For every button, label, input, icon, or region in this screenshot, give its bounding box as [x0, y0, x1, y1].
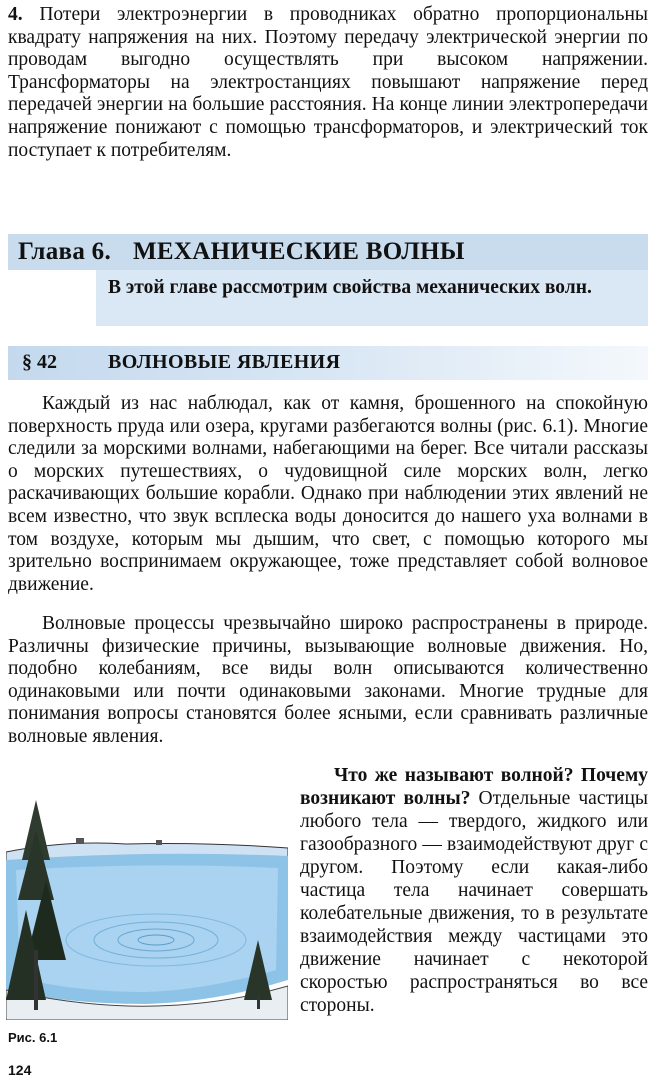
lake-waves-illustration	[6, 790, 288, 1020]
list-item-text: Потери электроэнергии в проводниках обратно пропорциональны квадрату напряжения на них. Поэтому передачу электрической энергии по проводам выгодно осуществлять при высоком напряжении. Трансформаторы на электростанциях повышают напряжение перед передачей энергии на большие расстояния. На конце линии электропередачи напряжение понижают с помощью трансформаторов, и электрический ток поступает к потребителям.	[8, 4, 648, 161]
paragraph-2: Волновые процессы чрезвычайно широко распространены в природе. Различны физические причины, вызывающие волновые движения. Но, подобно колебаниям, все виды волн описываются количественно одинаковыми или почти одинаковыми законами. Многие трудные для понимания вопросы становятся более ясными, если сравнивать различные волновые явления.	[8, 613, 648, 747]
list-item-number: 4.	[8, 4, 23, 25]
chapter-intro: В этой главе рассмотрим свойства механических волн.	[108, 277, 592, 298]
paragraph-3-question: Что же называют волной? Почему возникают волны?	[300, 765, 648, 809]
page-number: 124	[8, 1062, 32, 1078]
section-title: ВОЛНОВЫЕ ЯВЛЕНИЯ	[108, 351, 341, 373]
section-number: § 42	[22, 351, 57, 373]
paragraph-1: Каждый из нас наблюдал, как от камня, брошенного на спокойную поверхность пруда или озера, кругами разбегаются волны (рис. 6.1). Многие следили за морскими волнами, набегающими на берег. Все читали рассказы о морских путешествиях, о чудовищной силе морских волн, легко раскачивающих большие корабли. Однако при наблюдении этих явлений не всем известно, что звук всплеска воды доносится до нашего уха волнами в том воздухе, которым мы дышим, что свет, с помощью которого мы зрительно воспринимаем окружающее, тоже представляет собой волновое движение.	[8, 393, 648, 595]
chapter-label: Глава 6.	[18, 238, 112, 265]
paragraph-3	[300, 764, 648, 1017]
figure-caption: Рис. 6.1	[8, 1030, 58, 1045]
chapter-title	[18, 238, 465, 266]
paragraph-3-text: Отдельные частицы любого тела — твердого, жидкого или газообразного — взаимодействуют друг с другом. Поэтому если какая-либо частица тела начинает совершать колебательные движения, то в результате взаимодействия между частицами это движение начинает с некоторой скоростью распространяться во все стороны.	[300, 788, 648, 1016]
list-item-4	[8, 4, 648, 162]
chapter-name: МЕХАНИЧЕСКИЕ ВОЛНЫ	[133, 238, 465, 265]
